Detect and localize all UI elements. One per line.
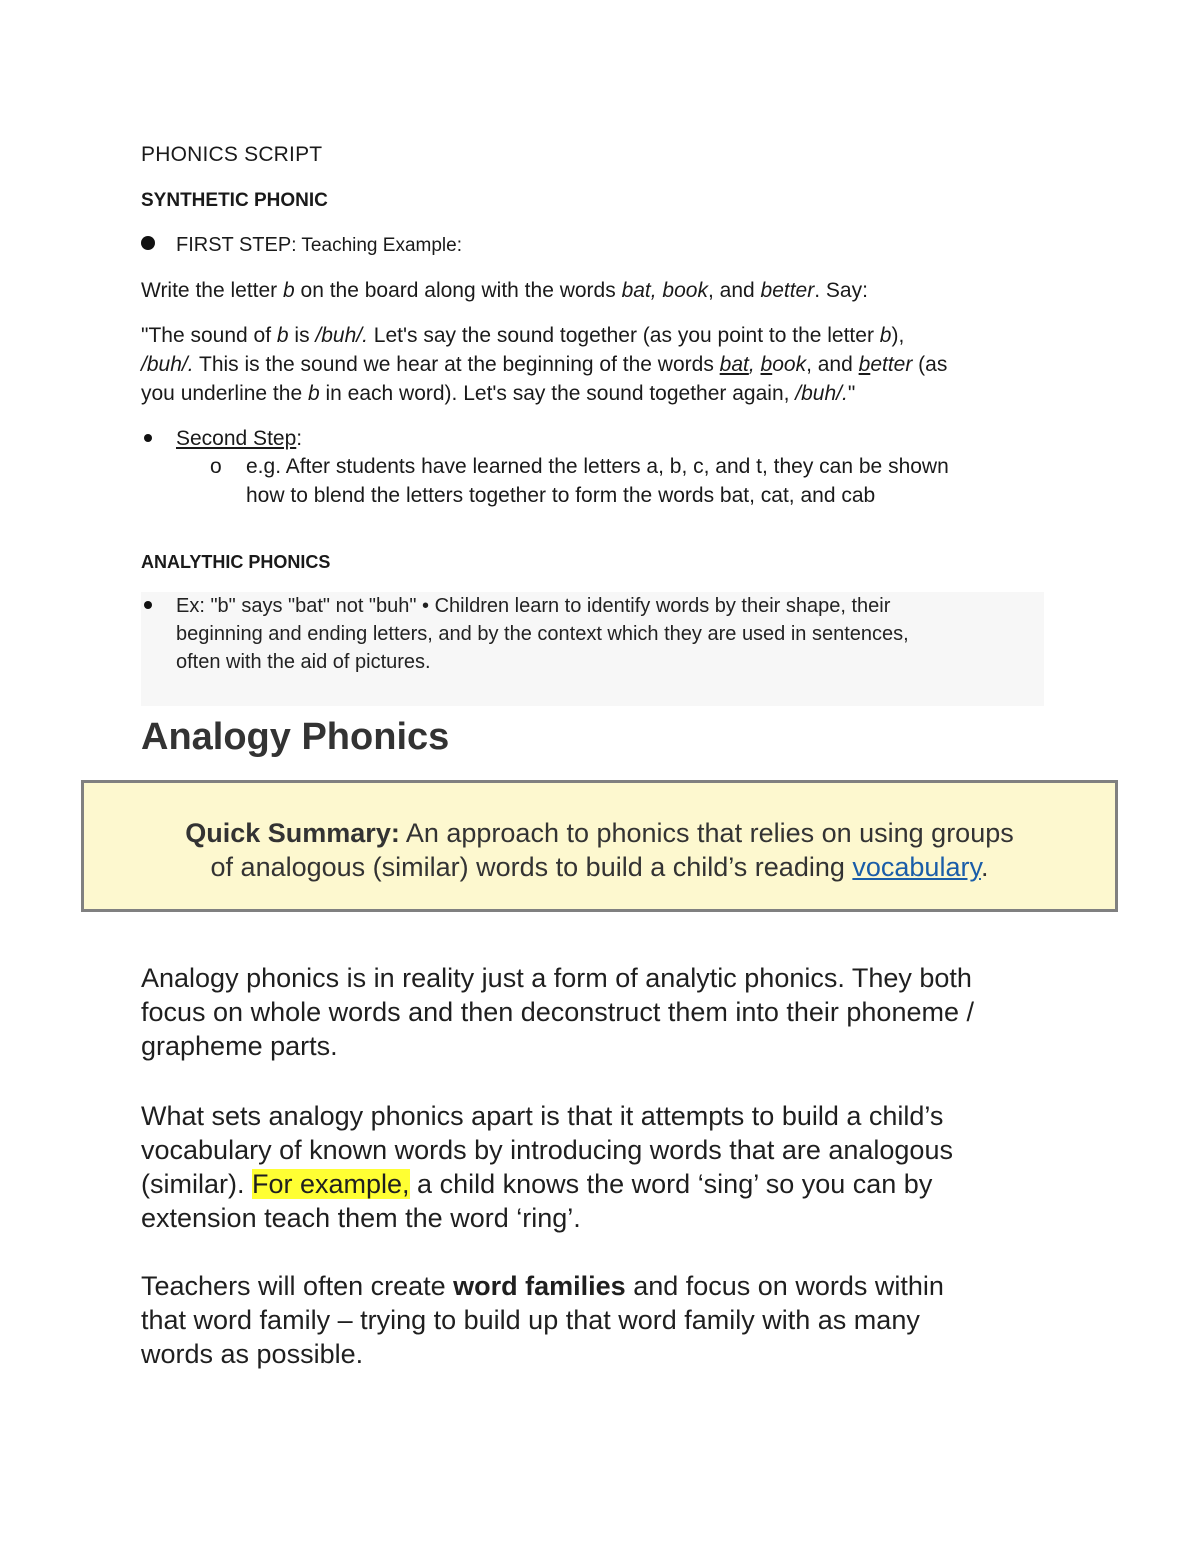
analogy-paragraph-1: Analogy phonics is in reality just a form of analytic phonics. They both focus on whole words and then deconstruct them into their phoneme / grapheme parts.	[141, 963, 974, 1061]
bullet-icon	[144, 601, 152, 609]
highlighted-text: For example,	[251, 1169, 410, 1199]
quote-line: "The sound of b is /buh/. Let's say the sound together (as you point to the letter b),	[141, 324, 905, 347]
document-title: PHONICS SCRIPT	[141, 143, 323, 166]
analytic-heading: ANALYTHIC PHONICS	[141, 552, 331, 572]
quick-summary-text: Quick Summary: An approach to phonics that relies on using groups of analogous (similar) words to build a child’s reading vocabulary.	[185, 818, 1014, 882]
teacher-quote	[141, 321, 1061, 408]
analogy-paragraph-2: What sets analogy phonics apart is that it attempts to build a child’s vocabulary of known words by introducing words that are analogous (similar). For example, a child knows the word ‘sing’ so you can by extension teach them the word ‘ring’.	[141, 1101, 953, 1233]
quote-line: /buh/. This is the sound we hear at the beginning of the words bat, book, and better (as	[141, 353, 948, 376]
second-step-example: o e.g. After students have learned the letters a, b, c, and t, they can be shown how to blend the letters together to form the words bat, cat, and cab	[210, 452, 1070, 510]
write-instruction: Write the letter b on the board along with the words bat, book, and better. Say:	[141, 279, 868, 302]
analogy-heading: Analogy Phonics	[141, 716, 450, 758]
analytic-example: Ex: "b" says "bat" not "buh" • Children learn to identify words by their shape, their beginning and ending letters, and by the context which they are used in sentences, often with the aid of pictures.	[141, 592, 1036, 676]
bullet-icon	[144, 434, 152, 442]
sub-bullet-icon: o	[210, 455, 222, 478]
bullet-icon	[141, 236, 155, 250]
vocabulary-link[interactable]: vocabulary	[852, 852, 981, 882]
second-step-item: Second Step:	[141, 424, 302, 453]
synthetic-heading: SYNTHETIC PHONIC	[141, 190, 328, 211]
quick-summary-box	[81, 780, 1118, 912]
analogy-paragraph-3: Teachers will often create word families and focus on words within that word family – trying to build up that word family with as many words as possible.	[141, 1271, 944, 1369]
quote-line: you underline the b in each word). Let's say the sound together again, /buh/."	[141, 382, 856, 405]
first-step-item: FIRST STEP: Teaching Example:	[141, 231, 462, 260]
